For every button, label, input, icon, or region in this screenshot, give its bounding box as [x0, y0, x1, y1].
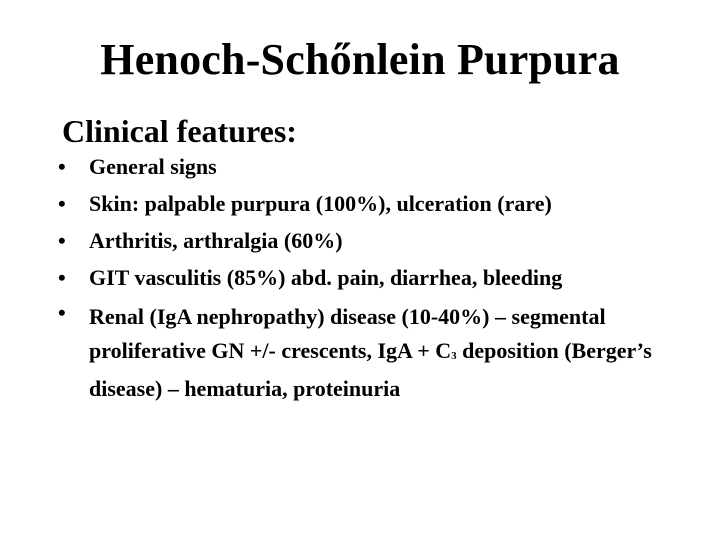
slide-title: Henoch-Schőnlein Purpura [100, 35, 620, 84]
bullet-text: Arthritis, arthralgia (60%) [89, 228, 343, 253]
bullet-list [58, 154, 678, 417]
renal-text-part1: Renal (IgA nephropathy) disease (10-40%) – segmental proliferative GN +/- crescents, IgA + [89, 304, 606, 363]
renal-text-part2: deposition (Berger’s disease) – hematuria, proteinuria [89, 338, 652, 401]
bullet-marker: • [58, 154, 66, 179]
section-heading: Clinical features: [62, 113, 297, 149]
bullet-text: Skin: palpable purpura (100%), ulceration (rare) [89, 191, 552, 216]
bullet-text-renal [89, 300, 678, 406]
bullet-text: General signs [89, 154, 217, 179]
bullet-item-arthritis [58, 228, 678, 254]
bullet-marker: • [58, 191, 66, 216]
bullet-text: GIT vasculitis (85%) abd. pain, diarrhea, bleeding [89, 265, 563, 290]
bullet-marker: • [58, 265, 66, 290]
bullet-item-skin [58, 191, 678, 217]
bullet-item-git-vasculitis [58, 265, 678, 291]
bullet-item-general-signs [58, 154, 678, 180]
bullet-item-renal [58, 300, 678, 406]
bullet-marker: • [58, 228, 66, 253]
bullet-marker: • [58, 300, 66, 325]
c3-letter: C [435, 338, 452, 363]
c3-subscript: 3 [451, 350, 457, 362]
